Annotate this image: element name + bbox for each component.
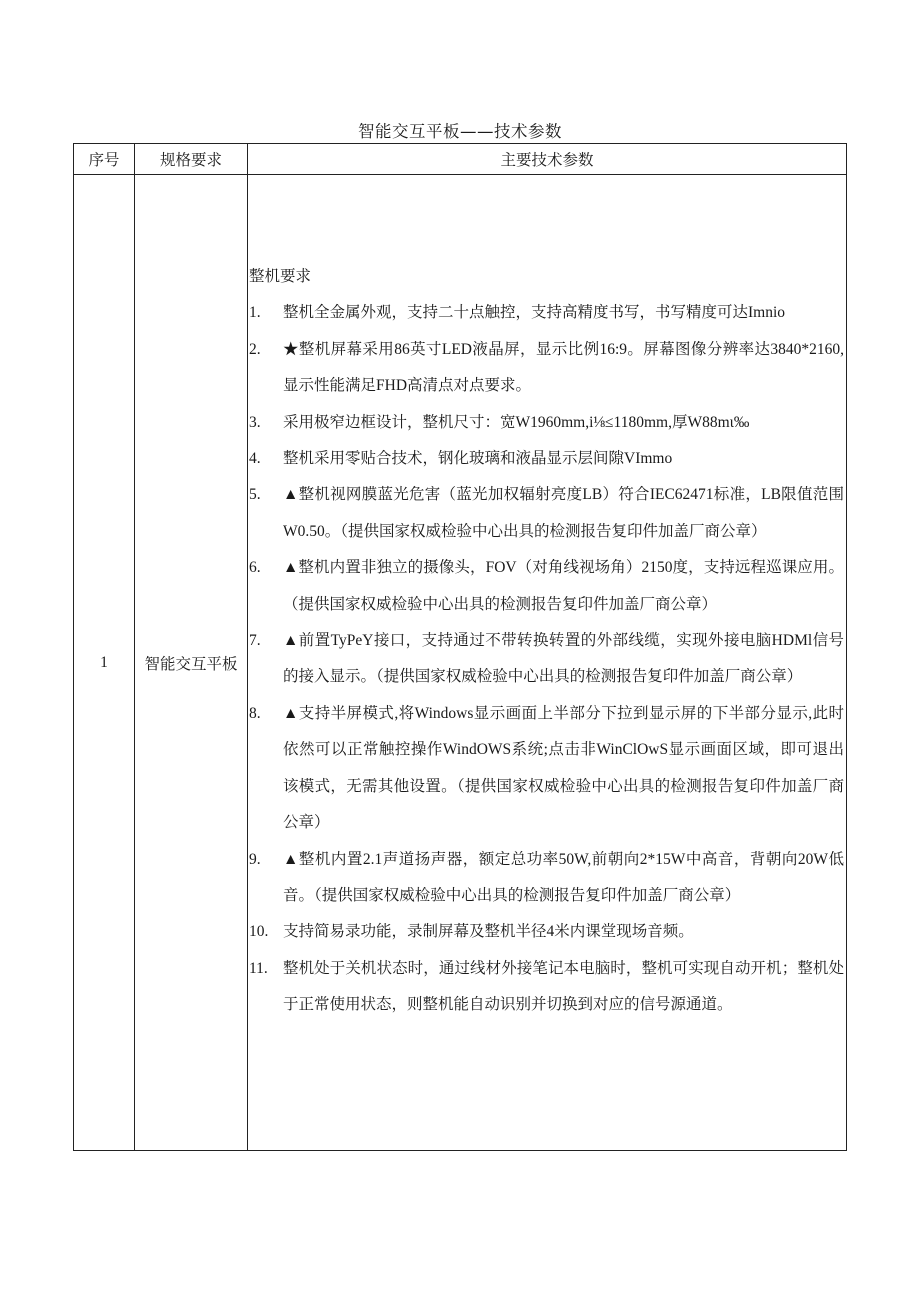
list-item [249,623,846,696]
item-number: 2. [249,340,261,358]
section-heading: 整机要求 [249,268,312,285]
item-number: 8. [249,704,261,722]
row-spec: 智能交互平板 [135,175,248,1151]
item-number: 4. [249,450,261,468]
page-title: 智能交互平板——技术参数 [358,122,562,141]
item-number: 3. [249,413,261,431]
list-item [249,332,846,405]
item-number: 11. [249,959,268,977]
list-item [249,550,846,623]
item-number: 10. [249,923,269,941]
list-item [249,914,846,950]
row-no: 1 [74,175,135,1151]
item-text: 整机处于关机状态时，通过线材外接笔记本电脑时，整机可实现自动开机；整机处于正常使用状态，则整机能自动识别并切换到对应的信号源通道。 [283,959,844,1014]
list-item [249,441,846,477]
list-item [249,477,846,550]
header-no: 序号 [74,144,135,175]
item-text: ▲整机内置非独立的摄像头，FOV（对角线视场角）2150度，支持远程巡课应用。（提供国家权威检验中心出具的检测报告复印件加盖厂商公章） [283,559,844,613]
spec-table [73,143,847,1151]
item-text: ▲支持半屏模式,将Windows显示画面上半部分下拉到显示屏的下半部分显示,此时依然可以正常触控操作WindOWS系统;点击非WinClOwS显示画面区域，即可退出该模式，无需其他设置。（提供国家权威检验中心出具的检测报告复印件加盖厂商公章） [283,704,844,832]
list-item [249,842,846,915]
item-text: ▲整机视网膜蓝光危害（蓝光加权辐射亮度LB）符合IEC62471标准，LB限值范围W0.50。（提供国家权威检验中心出具的检测报告复印件加盖厂商公章） [283,486,844,540]
item-text: 支持简易录功能，录制屏幕及整机半径4米内课堂现场音频。 [283,923,694,941]
item-text: ▲前置TyPeY接口，支持通过不带转换转置的外部线缆，实现外接电脑HDMl信号的接入显示。（提供国家权威检验中心出具的检测报告复印件加盖厂商公章） [283,632,844,686]
item-text: 采用极窄边框设计，整机尺寸：宽W1960mm,i⅛≤1180mm,厚W88mι‰ [283,413,750,431]
item-number: 5. [249,486,261,504]
list-item [249,295,846,331]
item-text: ▲整机内置2.1声道扬声器，额定总功率50W,前朝向2*15W中高音，背朝向20W低音。（提供国家权威检验中心出具的检测报告复印件加盖厂商公章） [283,850,844,904]
list-item [249,951,846,1024]
list-item [249,405,846,441]
item-number: 1. [249,304,261,322]
item-text: ★整机屏幕采用86英寸LED液晶屏，显示比例16:9。屏幕图像分辨率达3840*2160,显示性能满足FHD高清点对点要求。 [283,340,844,395]
item-text: 整机采用零贴合技术，钢化玻璃和液晶显示层间隙VImmo [283,450,673,468]
header-main: 主要技术参数 [248,144,847,175]
item-number: 7. [249,632,261,650]
item-number: 6. [249,559,261,577]
list-item [249,696,846,842]
row-main-params [248,175,847,1151]
item-text: 整机全金属外观，支持二十点触控，支持高精度书写，书写精度可达Imnio [283,304,786,322]
table-header-row [74,144,847,175]
table-row [74,175,847,1151]
header-spec: 规格要求 [135,144,248,175]
item-number: 9. [249,850,261,868]
